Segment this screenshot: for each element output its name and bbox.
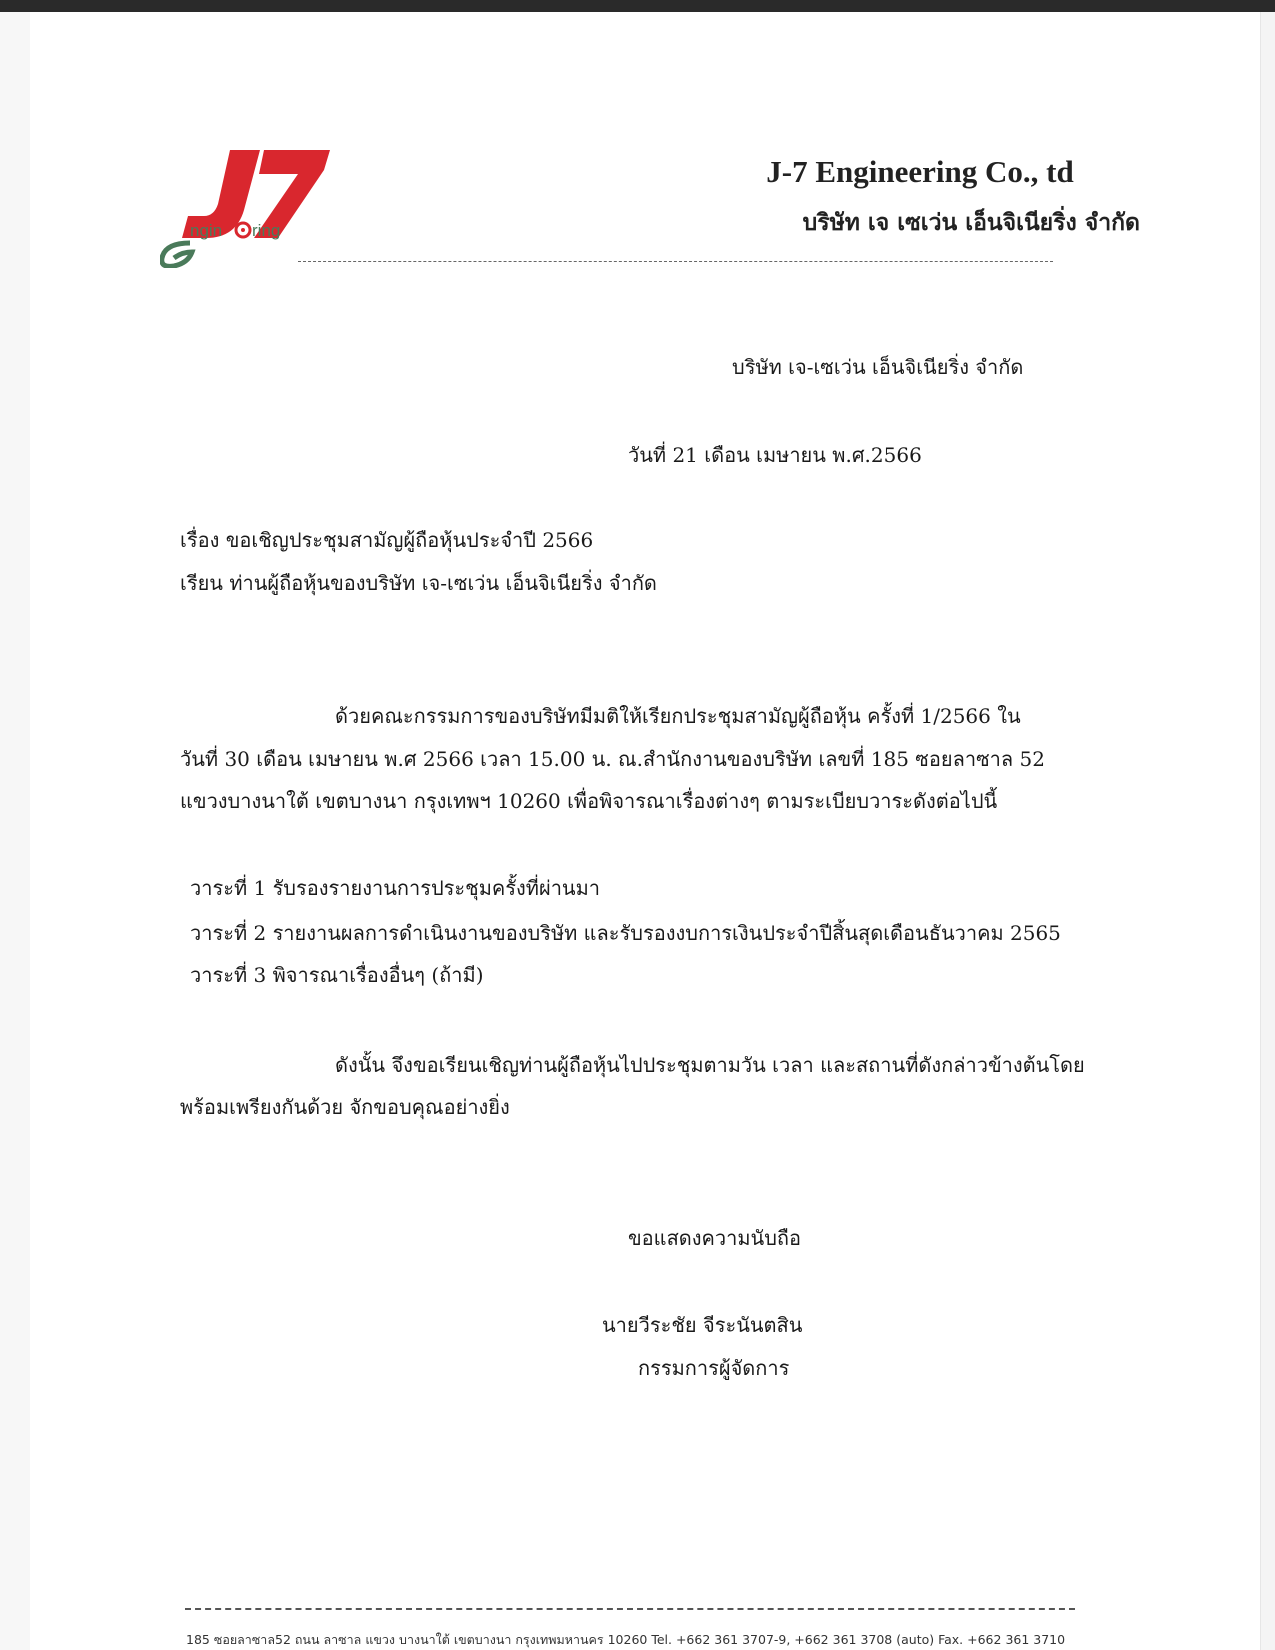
signer-title: กรรมการผู้จัดการ <box>638 1356 790 1380</box>
closing-line: พร้อมเพรียงกันด้วย จักขอบคุณอย่างยิ่ง <box>180 1095 510 1119</box>
company-name-th: บริษัท เจ เซเว่น เอ็นจิเนียริ่ง จำกัด <box>802 209 1140 236</box>
closing-line: ดังนั้น จึงขอเรียนเชิญท่านผู้ถือหุ้นไปประชุมตามวัน เวลา และสถานที่ดังกล่าวข้างต้นโดย <box>335 1053 1085 1077</box>
svg-text:ring: ring <box>252 221 281 240</box>
letter-subject: เรื่อง ขอเชิญประชุมสามัญผู้ถือหุ้นประจำปี 2566 <box>180 528 594 552</box>
scan-top-edge <box>0 0 1275 12</box>
sender-line: บริษัท เจ-เซเว่น เอ็นจิเนียริ่ง จำกัด <box>732 355 1024 379</box>
svg-text:ngin: ngin <box>190 221 223 240</box>
letter-date: วันที่ 21 เดือน เมษายน พ.ศ.2566 <box>628 443 922 467</box>
agenda-item: วาระที่ 1 รับรองรายงานการประชุมครั้งที่ผ่านมา <box>190 876 601 900</box>
letter-recipient: เรียน ท่านผู้ถือหุ้นของบริษัท เจ-เซเว่น เอ็นจิเนียริ่ง จำกัด <box>180 571 657 595</box>
header-divider <box>298 261 1053 262</box>
scan-left-margin <box>0 12 30 1650</box>
body-line: วันที่ 30 เดือน เมษายน พ.ศ 2566 เวลา 15.00 น. ณ.สำนักงานของบริษัท เลขที่ 185 ซอยลาซาล 52 <box>180 747 1045 771</box>
regards: ขอแสดงความนับถือ <box>628 1226 802 1250</box>
agenda-item: วาระที่ 3 พิจารณาเรื่องอื่นๆ (ถ้ามี) <box>190 963 484 987</box>
company-name-en: J-7 Engineering Co., td <box>766 154 1074 189</box>
scan-right-margin <box>1260 12 1275 1650</box>
signer-name: นายวีระชัย จีระนันตสิน <box>602 1313 803 1337</box>
body-line: ด้วยคณะกรรมการของบริษัทมีมติให้เรียกประชุมสามัญผู้ถือหุ้น ครั้งที่ 1/2566 ใน <box>335 704 1021 728</box>
footer-divider <box>185 1608 1075 1610</box>
footer-address: 185 ซอยลาซาล52 ถนน ลาซาล แขวง บางนาใต้ เขตบางนา กรุงเทพมหานคร 10260 Tel. +662 361 3707-9, +662 361 3708 (auto) Fax. +662 361 3710 <box>186 1632 1066 1647</box>
agenda-item: วาระที่ 2 รายงานผลการดำเนินงานของบริษัท และรับรองงบการเงินประจำปีสิ้นสุดเดือนธันวาคม 2565 <box>190 921 1061 945</box>
company-logo <box>160 148 340 268</box>
body-line: แขวงบางนาใต้ เขตบางนา กรุงเทพฯ 10260 เพื่อพิจารณาเรื่องต่างๆ ตามระเบียบวาระดังต่อไปนี้ <box>180 789 998 813</box>
